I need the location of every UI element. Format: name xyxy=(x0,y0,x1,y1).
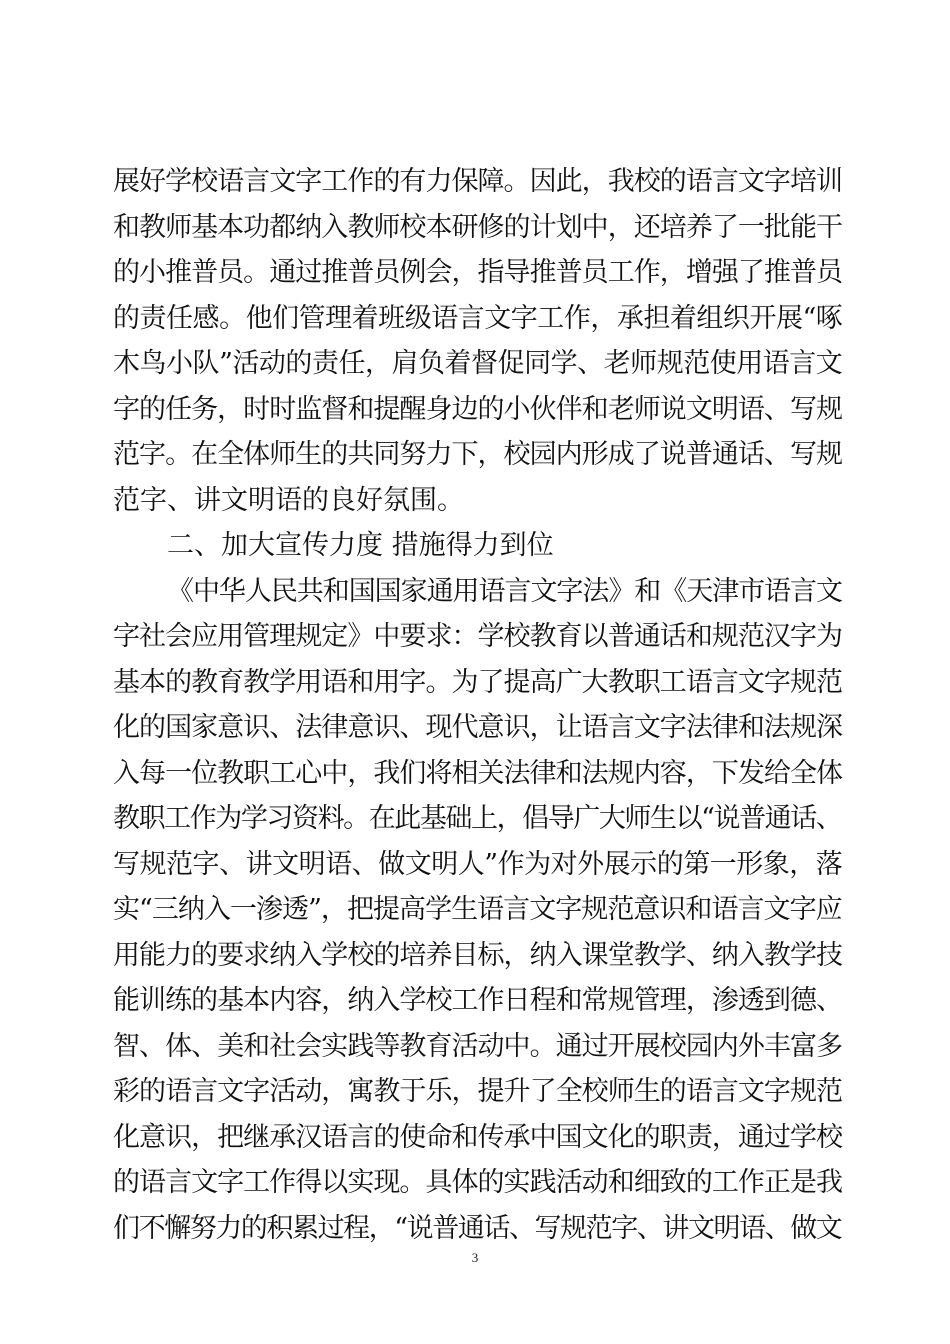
text-line: 和教师基本功都纳入教师校本研修的计划中，还培养了一批能干 xyxy=(113,211,843,243)
body-text xyxy=(113,159,843,1251)
text-line: 智、体、美和社会实践等教育活动中。通过开展校园内外丰富多 xyxy=(113,1030,843,1062)
text-line: 化意识，把继承汉语言的使命和传承中国文化的职责，通过学校 xyxy=(113,1121,843,1153)
text-line: 木鸟小队”活动的责任，肩负着督促同学、老师规范使用语言文 xyxy=(113,348,843,379)
text-line: 能训练的基本内容，纳入学校工作日程和常规管理，渗透到德、 xyxy=(113,985,843,1016)
text-line: 用能力的要求纳入学校的培养目标，纳入课堂教学、纳入教学技 xyxy=(113,939,843,971)
text-line: 范字。在全体师生的共同努力下，校园内形成了说普通话、写规 xyxy=(113,439,843,470)
text-line: 入每一位教职工心中，我们将相关法律和法规内容，下发给全体 xyxy=(113,757,843,789)
text-line: 范字、讲文明语的良好氛围。 xyxy=(113,484,464,516)
text-line: 写规范字、讲文明语、做文明人”作为对外展示的第一形象，落 xyxy=(113,848,843,880)
text-line: 《中华人民共和国国家通用语言文字法》和《天津市语言文 xyxy=(167,575,842,607)
text-line: 化的国家意识、法律意识、现代意识，让语言文字法律和法规深 xyxy=(113,712,843,743)
text-line: 实“三纳入一渗透”，把提高学生语言文字规范意识和语言文字应 xyxy=(113,894,842,925)
text-line: 的语言文字工作得以实现。具体的实践活动和细致的工作正是我 xyxy=(113,1167,843,1198)
text-line: 的小推普员。通过推普员例会，指导推普员工作，增强了推普员 xyxy=(113,257,843,288)
text-line: 字的任务，时时监督和提醒身边的小伙伴和老师说文明语、写规 xyxy=(113,393,843,425)
text-line: 教职工作为学习资料。在此基础上，倡导广大师生以“说普通话、 xyxy=(113,803,842,834)
page-number: 3 xyxy=(471,1250,479,1265)
text-line: 的责任感。他们管理着班级语言文字工作，承担着组织开展“啄 xyxy=(113,302,843,334)
text-line: 们不懈努力的积累过程，“说普通话、写规范字、讲文明语、做文 xyxy=(113,1212,842,1244)
text-line: 彩的语言文字活动，寓教于乐，提升了全校师生的语言文字规范 xyxy=(113,1076,843,1107)
text-line: 展好学校语言文字工作的有力保障。因此，我校的语言文字培训 xyxy=(113,166,843,197)
text-line: 基本的教育教学用语和用字。为了提高广大教职工语言文字规范 xyxy=(113,666,843,698)
section-heading: 二、加大宣传力度 措施得力到位 xyxy=(167,530,554,561)
text-line: 字社会应用管理规定》中要求：学校教育以普通话和规范汉字为 xyxy=(113,621,843,652)
